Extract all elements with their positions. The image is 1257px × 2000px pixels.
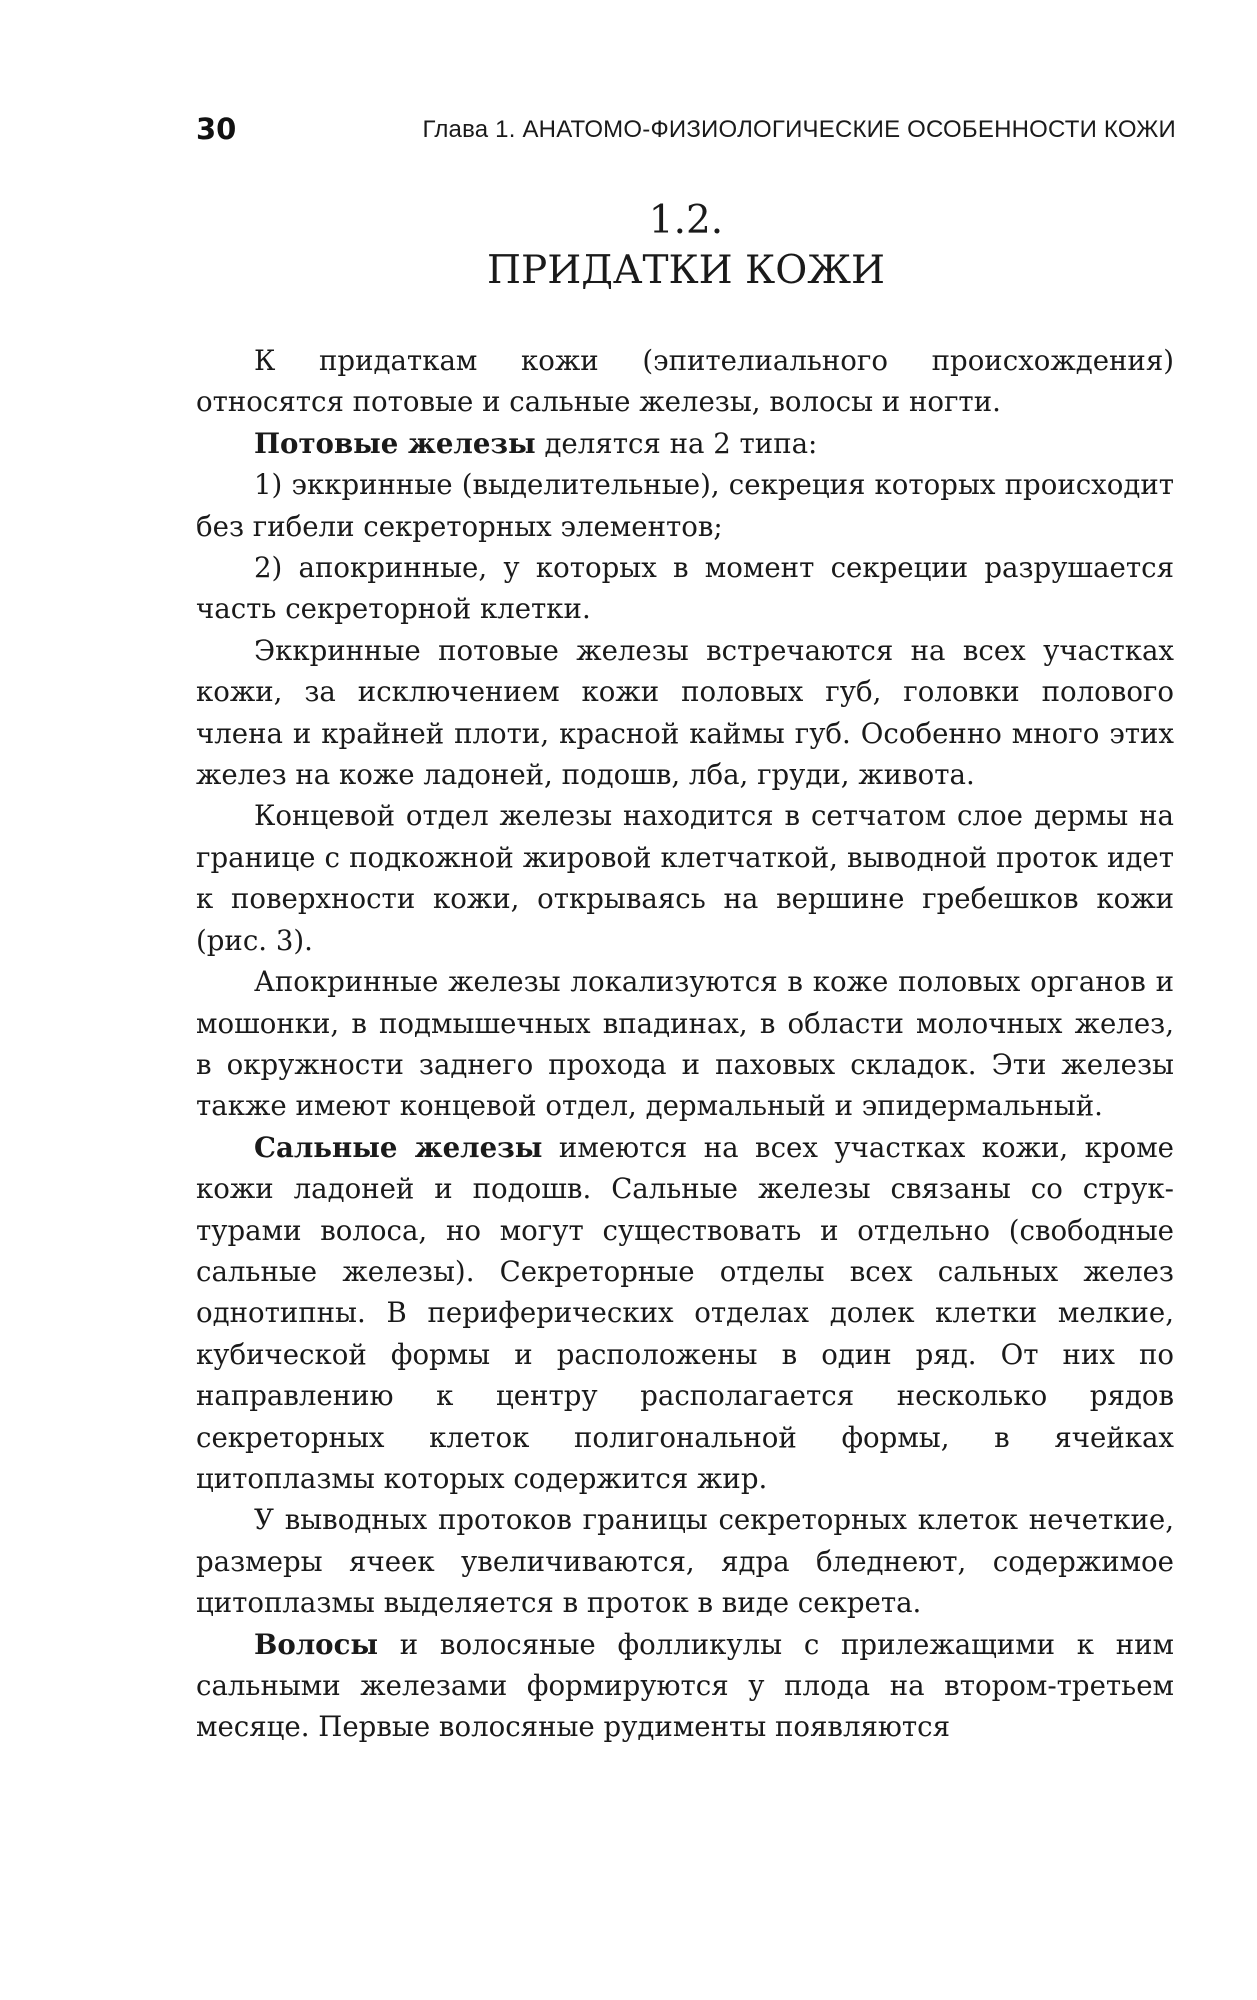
paragraph [196,547,1174,630]
paragraph [196,1127,1174,1500]
chapter-title: Глава 1. АНАТОМО-ФИЗИОЛОГИЧЕСКИЕ ОСОБЕННОСТИ КОЖИ [422,116,1176,143]
paragraph-text: 1) эккринные (выделительные), секреция которых происходит без гибели секреторных элементов; [196,468,1174,543]
paragraph-text: Эккринные потовые железы встречаются на всех участках кожи, за исключением кожи половых губ, головки полового члена и крайней плоти, красной каймы губ. Особенно много этих желез на коже ладоней, подошв, лба, груди, живота. [196,633,1174,792]
paragraph-text: К придаткам кожи (эпителиального происхождения) относятся потовые и сальные железы, волосы и ногти. [196,344,1174,419]
paragraph-lead: Волосы [254,1627,379,1661]
paragraph [196,1499,1174,1623]
running-header [196,112,1176,152]
paragraph [196,340,1174,423]
paragraph [196,464,1174,547]
paragraph-text: Концевой отдел железы находится в сетчатом слое дермы на границе с подкожной жировой клетчаткой, выводной проток идет к поверхности кожи, открываясь на вершине гребешков кожи (рис. 3). [196,799,1174,957]
section-heading [196,196,1176,296]
paragraph-text: и волосяные фолликулы с прилежащими к ним сальными железами формируются у плода на втором-третьем месяце. Первые волосяные рудименты появляются [196,1627,1174,1744]
paragraph [196,423,1174,464]
paragraph-lead: Сальные железы [254,1130,543,1164]
paragraph-text: имеются на всех участках кожи, кроме кожи ладоней и подошв. Сальные железы связаны со структурами волоса, но могут существовать и отдельно (свободные сальные железы). Секреторные отделы всех сальных желез однотипны. В периферических отделах долек клетки мелкие, кубической формы и расположены в один ряд. От них по направлению к центру располагается несколько рядов секреторных клеток полигональной формы, в ячейках цитоплазмы которых содержится жир. [196,1130,1174,1495]
paragraph [196,795,1174,961]
section-title: ПРИДАТКИ КОЖИ [486,248,886,293]
paragraph-text: 2) апокринные, у которых в момент секреции разрушается часть секреторной клетки. [196,551,1174,626]
section-number: 1.2. [648,198,724,243]
paragraph-text: делятся на 2 типа: [535,426,818,460]
paragraph-text: Апокринные железы локализуются в коже половых органов и мошонки, в подмышечных впадинах, в области молочных желез, в окружности заднего прохода и паховых складок. Эти железы также имеют концевой отдел, дермальный и эпидермальный. [196,965,1174,1123]
body-text [196,340,1174,1748]
paragraph [196,1624,1174,1748]
paragraph [196,630,1174,796]
paragraph-text: У выводных протоков границы секреторных клеток нечеткие, размеры ячеек увеличиваются, ядра бледнеют, содержимое цитоплазмы выделяется в проток в виде секрета. [196,1503,1174,1620]
paragraph [196,961,1174,1127]
paragraph-lead: Потовые железы [254,426,536,460]
page-number: 30 [196,112,237,146]
